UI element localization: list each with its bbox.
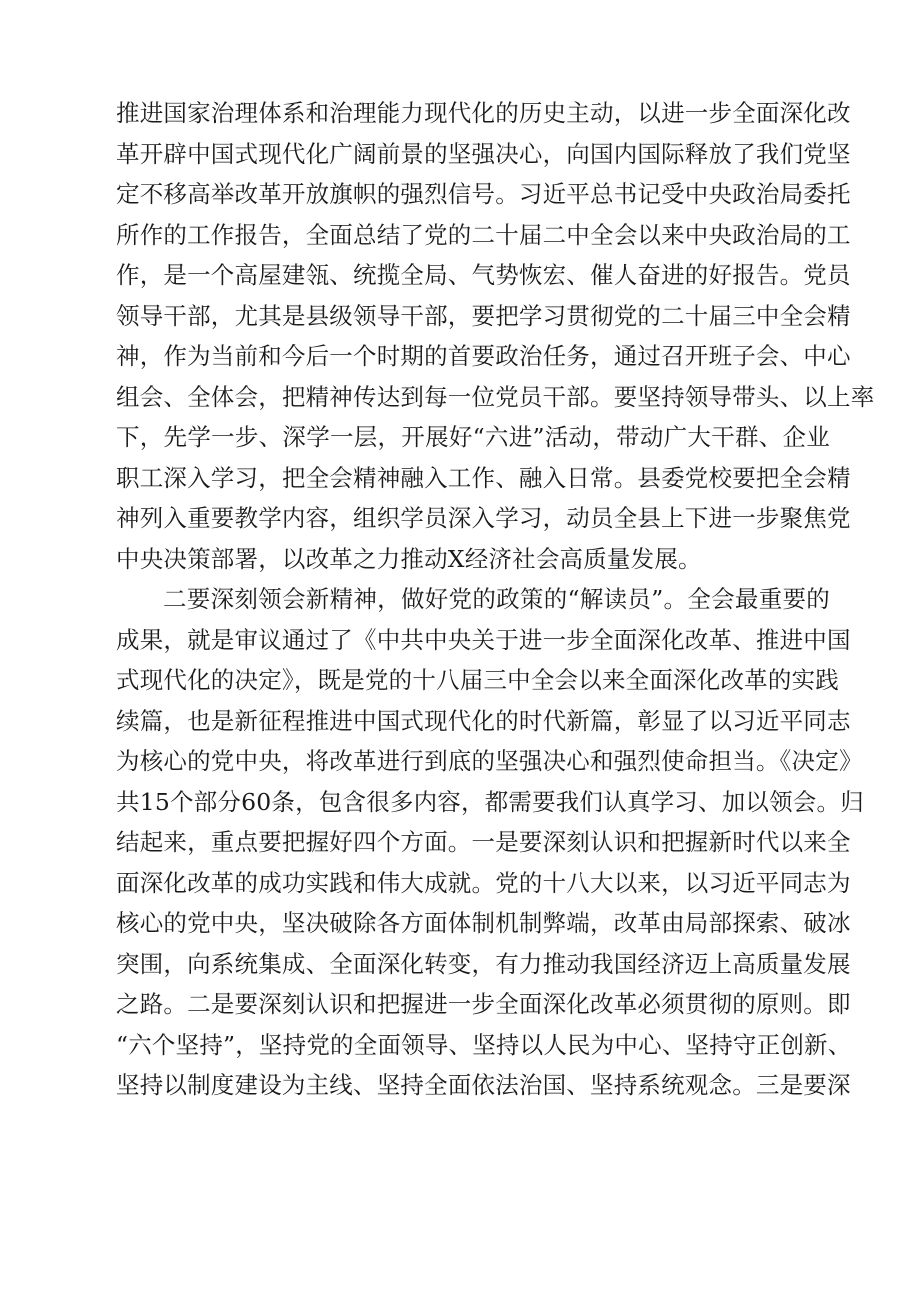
text-line: 结起来，重点要把握好四个方面。一是要深刻认识和把握新时代以来全 [116,828,851,856]
text-line: 之路。二是要深刻认识和把握进一步全面深化改革必须贯彻的原则。即 [116,990,851,1018]
text-line: 所作的工作报告，全面总结了党的二十届二中全会以来中央政治局的工 [116,220,851,249]
text-line: 作，是一个高屋建瓴、统揽全局、气势恢宏、催人奋进的好报告。党员 [116,261,851,289]
text-line: 革开辟中国式现代化广阔前景的坚强决心，向国内国际释放了我们党坚 [116,139,851,168]
text-line: 为核心的党中央，将改革进行到底的坚强决心和强烈使命担当。《决定》 [116,747,863,775]
text-line: 核心的党中央，坚决破除各方面体制机制弊端，改革由局部探索、破冰 [116,909,851,937]
text-line: 职工深入学习，把全会精神融入工作、融入日常。县委党校要把全会精 [116,463,851,492]
document-body [116,93,875,1106]
text-line: 成果，就是审议通过了《中共中央关于进一步全面深化改革、推进中国 [116,625,851,654]
text-line: 式现代化的决定》，既是党的十八届三中全会以来全面深化改革的实践 [116,666,839,694]
text-line: 推进国家治理体系和治理能力现代化的历史主动，以进一步全面深化改 [116,99,851,127]
text-line: 神，作为当前和今后一个时期的首要政治任务，通过召开班子会、中心 [116,342,851,370]
text-line: 下，先学一步、深学一层，开展好“六进”活动，带动广大干群、企业 [116,423,830,451]
text-line: 领导干部，尤其是县级领导干部，要把学习贯彻党的二十届三中全会精 [116,301,851,330]
text-line: 组会、全体会，把精神传达到每一位党员干部。要坚持领导带头、以上率 [116,382,875,411]
text-line: 二要深刻领会新精神，做好党的政策的“解读员”。全会最重要的 [163,585,830,613]
text-line: 神列入重要教学内容，组织学员深入学习，动员全县上下进一步聚焦党 [116,504,851,532]
text-line: 续篇，也是新征程推进中国式现代化的时代新篇，彰显了以习近平同志 [116,706,851,735]
text-line: “六个坚持”，坚持党的全面领导、坚持以人民为中心、坚持守正创新、 [116,1030,852,1059]
text-line: 面深化改革的成功实践和伟大成就。党的十八大以来，以习近平同志为 [116,868,851,897]
text-line: 突围，向系统集成、全面深化转变，有力推动我国经济迈上高质量发展 [116,949,851,978]
text-line: 定不移高举改革开放旗帜的强烈信号。习近平总书记受中央政治局委托 [116,180,851,208]
text-line: 共15个部分60条，包含很多内容，都需要我们认真学习、加以领会。归 [116,787,864,816]
text-line: 中央决策部署，以改革之力推动X经济社会高质量发展。 [116,544,702,573]
paragraph-2 [116,579,864,1106]
paragraph-1 [116,93,875,579]
text-line: 坚持以制度建设为主线、坚持全面依法治国、坚持系统观念。三是要深 [116,1071,851,1099]
